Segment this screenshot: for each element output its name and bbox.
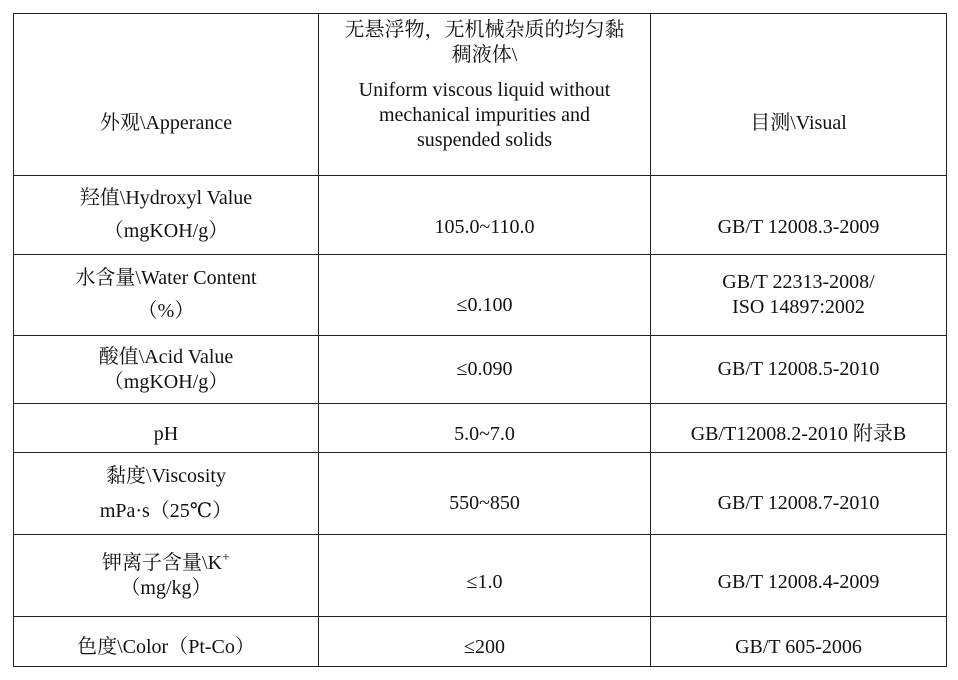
specification-table [13,13,947,667]
spec-line: 5.0~7.0 [454,422,515,445]
spec-cell [319,453,651,535]
item-cell [14,336,319,404]
method-line: GB/T 12008.4-2009 [717,571,880,593]
spec-line: 无悬浮物，无机械杂质的均匀黏 [344,19,625,41]
table-row [14,617,947,667]
method-cell [651,336,947,404]
method-line: GB/T 12008.3-2009 [717,215,880,238]
spec-line: ≤0.090 [456,358,513,380]
spec-cell [319,336,651,404]
spec-line: 550~850 [449,492,520,514]
item-line: 水含量\Water Content [75,267,257,289]
item-line: 羟值\Hydroxyl Value [79,187,253,209]
spec-line: 105.0~110.0 [434,215,535,238]
table-row [14,176,947,255]
spec-cell [319,617,651,667]
item-line: 酸值\Acid Value [98,345,234,368]
table-row [14,535,947,617]
spec-cell [319,535,651,617]
method-line: GB/T 12008.7-2010 [717,492,880,514]
method-cell [651,255,947,336]
item-line: （mg/kg） [120,576,212,599]
item-line: mPa·s（25℃） [99,499,233,522]
method-cell [651,14,947,176]
spec-cell [319,404,651,453]
method-line: 目测\Visual [750,112,847,134]
item-line: （%） [137,300,195,322]
table-row [14,453,947,535]
spec-line: ≤1.0 [466,571,503,593]
table-row [14,255,947,336]
item-line: pH [153,422,179,445]
table-row [14,336,947,404]
item-line: （mgKOH/g） [103,220,229,242]
item-cell [14,14,319,176]
spec-line: mechanical impurities and [378,104,591,126]
spec-cell [319,255,651,336]
spec-line: suspended solids [417,129,552,151]
spec-cell [319,14,651,176]
item-main-text: 钾离子含量\K [102,551,223,574]
item-line [20,551,312,576]
table-row [14,14,947,176]
item-line: 外观\Apperance [99,112,233,134]
item-cell [14,617,319,667]
spec-line: Uniform viscous liquid without [358,79,611,101]
spec-line: ≤0.100 [456,293,513,316]
method-line: GB/T 12008.5-2010 [717,358,880,380]
method-line: GB/T12008.2-2010 附录B [690,422,907,445]
item-line: 色度\Color（Pt-Co） [77,636,255,658]
method-cell [651,535,947,617]
method-cell [651,617,947,667]
method-line: GB/T 605-2006 [735,636,862,658]
superscript-plus: + [222,549,230,565]
item-cell [14,176,319,255]
method-cell [651,176,947,255]
item-line: 黏度\Viscosity [106,464,226,487]
spec-line: 稠液体\ [451,44,518,66]
method-line: ISO 14897:2002 [732,296,865,318]
item-cell [14,453,319,535]
spec-line: ≤200 [464,636,505,658]
method-cell [651,453,947,535]
method-cell [651,404,947,453]
table-row [14,404,947,453]
item-cell [14,404,319,453]
item-line: （mgKOH/g） [103,370,229,393]
item-cell [14,535,319,617]
spec-cell [319,176,651,255]
item-cell [14,255,319,336]
method-line: GB/T 22313-2008/ [722,271,875,293]
